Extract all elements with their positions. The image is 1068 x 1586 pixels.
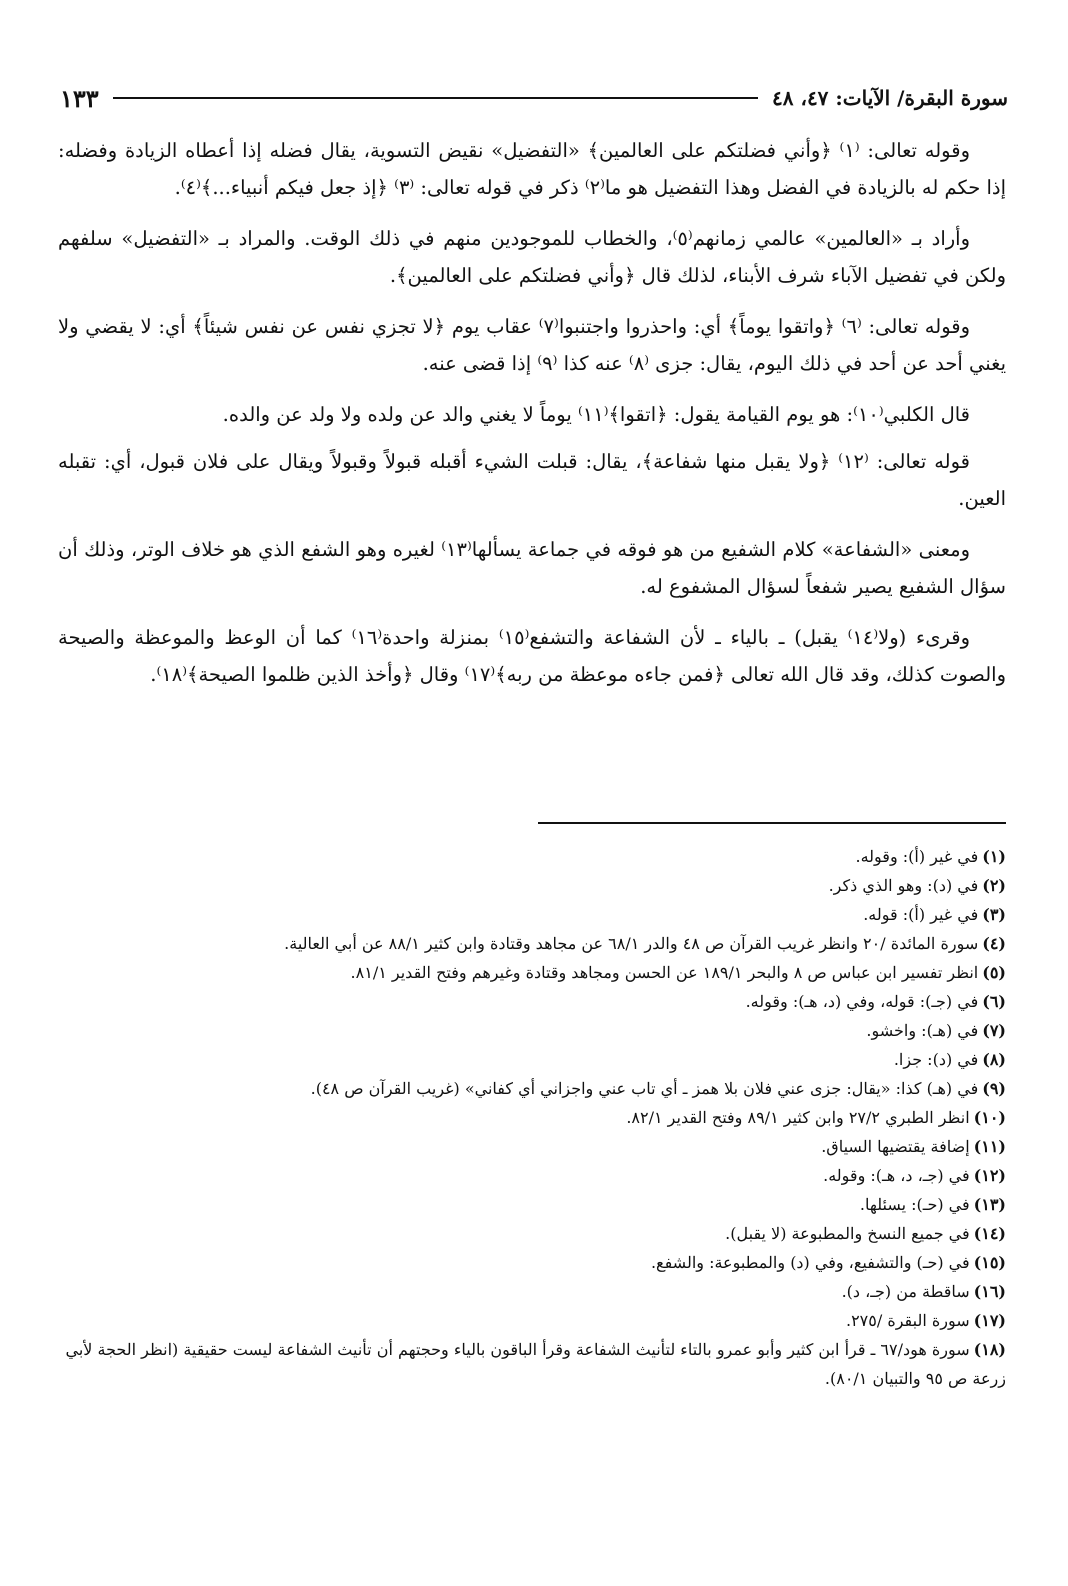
footnote (58, 1045, 1006, 1074)
footnote (58, 1161, 1006, 1190)
footnote-number: (١١) (973, 1137, 1006, 1156)
footnote-text: سورة المائدة /٢٠ وانظر غريب القرآن ص ٤٨ والدر ٦٨/١ عن مجاهد وقتادة وابن كثير ٨٨/١ عن أبي العالية. (284, 934, 979, 953)
page-header (60, 78, 1008, 118)
footnote-text: في (حـ) والتشفيع، وفي (د) والمطبوعة: والشفع. (650, 1253, 970, 1272)
footnote (58, 1016, 1006, 1045)
footnote-number: (١٨) (973, 1340, 1006, 1359)
footnote (58, 871, 1006, 900)
footnote-number: (١٧) (973, 1311, 1006, 1330)
footnote-number: (١٠) (973, 1108, 1006, 1127)
footnote-text: في (د): وهو الذي ذكر. (828, 876, 979, 895)
footnote (58, 900, 1006, 929)
footnote-text: في (حـ): يسئلها. (859, 1195, 970, 1214)
footnote-text: سورة هود/٦٧ ـ قرأ ابن كثير وأبو عمرو بالتاء لتأنيث الشفاعة وقرأ الباقون بالياء وحجتهم أن تأنيث الشفاعة ليست حقيقية (انظر الحجة لأبي زرعة ص ٩٥ والتبيان ٨٠/١). (65, 1340, 1006, 1388)
footnote-number: (٧) (982, 1021, 1006, 1040)
header-rule (113, 97, 758, 99)
footnote (58, 1103, 1006, 1132)
paragraph: وقرىء (ولا⁽١٤⁾ يقبل) ـ بالياء ـ لأن الشفاعة والتشفع⁽١٥⁾ بمنزلة واحدة⁽١٦⁾ كما أن الوعظ والموعظة والصيحة والصوت كذلك، وقد قال الله تعالى ﴿فمن جاءه موعظة من ربه﴾⁽١٧⁾ وقال ﴿وأخذ الذين ظلموا الصيحة﴾⁽١٨⁾. (58, 626, 1006, 686)
footnote-text: في غير (أ): وقوله. (855, 847, 979, 866)
footnote-text: في جميع النسخ والمطبوعة (لا يقبل). (725, 1224, 970, 1243)
footnote-text: إضافة يقتضيها السياق. (821, 1137, 970, 1156)
footnote (58, 1074, 1006, 1103)
footnote-text: في (جـ): قوله، وفي (د، هـ): وقوله. (745, 992, 979, 1011)
footnote-number: (٦) (982, 992, 1006, 1011)
footnote-separator (538, 822, 1006, 824)
footnote-number: (٩) (982, 1079, 1006, 1098)
footnote-number: (٥) (982, 963, 1006, 982)
footnote-text: في (د): جزا. (893, 1050, 979, 1069)
footnote (58, 842, 1006, 871)
paragraph: وأراد بـ «العالمين» عالمي زمانهم⁽٥⁾، والخطاب للموجودين منهم في ذلك الوقت. والمراد بـ «التفضيل» سلفهم ولكن في تفضيل الآباء شرف الأبناء، لذلك قال ﴿وأني فضلتكم على العالمين﴾. (58, 227, 1006, 287)
footnote-text: في (هـ) كذا: «يقال: جزى عني فلان بلا همز ـ أي تاب عني واجزاني أي كفاني» (غريب القرآن ص ٤٨). (310, 1079, 979, 1098)
footnote-number: (١) (982, 847, 1006, 866)
footnote (58, 929, 1006, 958)
footnote (58, 1277, 1006, 1306)
footnote-number: (١٣) (973, 1195, 1006, 1214)
page-number: ١٣٣ (60, 83, 99, 113)
footnote-text: انظر الطبري ٢٧/٢ وابن كثير ٨٩/١ وفتح القدير ٨٢/١. (626, 1108, 970, 1127)
footnote (58, 1335, 1006, 1393)
footnote-text: في (هـ): واخشو. (866, 1021, 979, 1040)
footnote-number: (١٤) (973, 1224, 1006, 1243)
footnote-text: انظر تفسير ابن عباس ص ٨ والبحر ١٨٩/١ عن الحسن ومجاهد وقتادة وغيرهم وفتح القدير ٨١/١. (350, 963, 979, 982)
main-text (58, 132, 1006, 707)
footnote-number: (٤) (982, 934, 1006, 953)
footnote (58, 1306, 1006, 1335)
footnote (58, 958, 1006, 987)
header-title: سورة البقرة/ الآيات: ٤٧، ٤٨ (772, 86, 1008, 110)
footnote-number: (١٢) (973, 1166, 1006, 1185)
footnote-number: (١٥) (973, 1253, 1006, 1272)
paragraph: ومعنى «الشفاعة» كلام الشفيع من هو فوقه في جماعة يسألها⁽١٣⁾ لغيره وهو الشفع الذي هو خلاف الوتر، وذلك أن سؤال الشفيع يصير شفعاً لسؤال المشفوع له. (58, 538, 1006, 598)
paragraph: وقوله تعالى: ⁽٦⁾ ﴿واتقوا يوماً﴾ أي: واحذروا واجتنبوا⁽٧⁾ عقاب يوم ﴿لا تجزي نفس عن نفس شيئاً﴾ أي: لا يقضي ولا يغني أحد عن أحد في ذلك اليوم، يقال: جزى ⁽٨⁾ عنه كذا ⁽٩⁾ إذا قضى عنه. (58, 315, 1006, 375)
footnote-number: (٢) (982, 876, 1006, 895)
footnotes (58, 842, 1006, 1393)
footnote (58, 1132, 1006, 1161)
footnote-number: (٣) (982, 905, 1006, 924)
paragraph: قال الكلبي⁽١٠⁾: هو يوم القيامة يقول: ﴿اتقوا﴾⁽١١⁾ يوماً لا يغني والد عن ولده ولا ولد عن والده. (222, 403, 970, 426)
footnote-number: (٨) (982, 1050, 1006, 1069)
paragraph: وقوله تعالى: ⁽١⁾ ﴿وأني فضلتكم على العالمين﴾ «التفضيل» نقيض التسوية، يقال فضله إذا أعطاه الزيادة وفضله: إذا حكم له بالزيادة في الفضل وهذا التفضيل هو ما⁽٢⁾ ذكر في قوله تعالى: ⁽٣⁾ ﴿إذ جعل فيكم أنبياء...﴾⁽٤⁾. (58, 139, 1006, 199)
footnote (58, 1248, 1006, 1277)
footnote (58, 1190, 1006, 1219)
footnote-text: في (جـ، د، هـ): وقوله. (823, 1166, 970, 1185)
footnote-text: سورة البقرة /٢٧٥. (845, 1311, 970, 1330)
paragraph: قوله تعالى: ⁽١٢⁾ ﴿ولا يقبل منها شفاعة﴾، يقال: قبلت الشيء أقبله قبولاً وقبولاً ويقال على فلان قبول، أي: تقبله العين. (58, 450, 1006, 510)
footnote (58, 1219, 1006, 1248)
footnote-text: في غير (أ): قوله. (863, 905, 979, 924)
footnote (58, 987, 1006, 1016)
footnote-number: (١٦) (973, 1282, 1006, 1301)
footnote-text: ساقطة من (جـ، د). (841, 1282, 970, 1301)
